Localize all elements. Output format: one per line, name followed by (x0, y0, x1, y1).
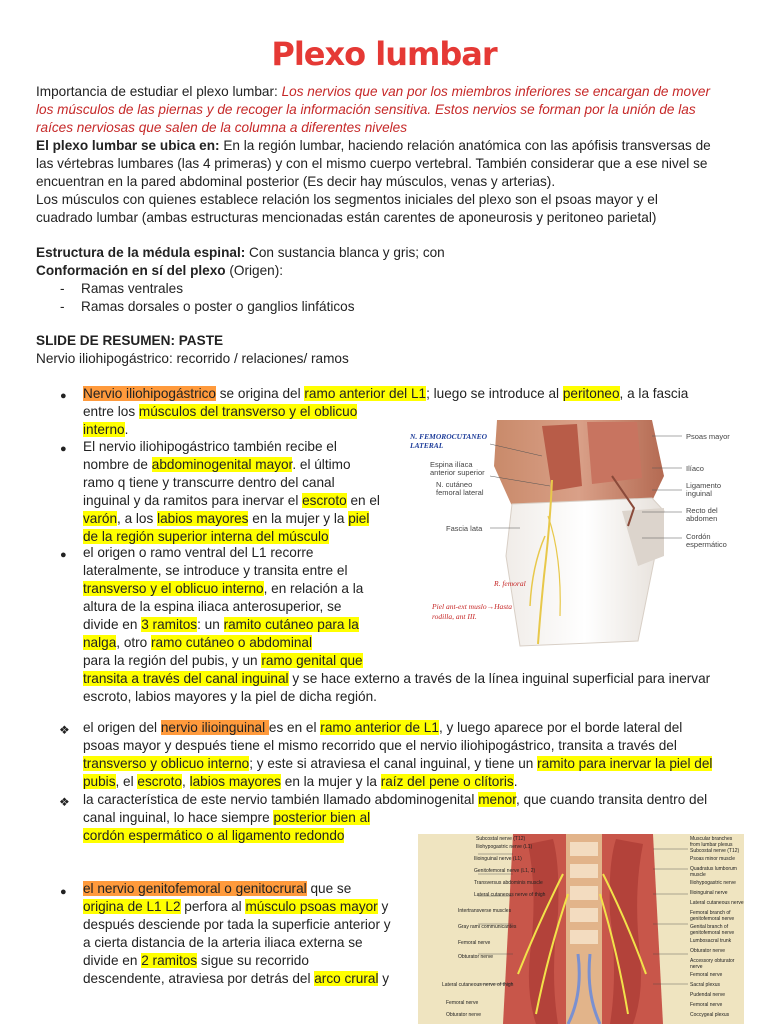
text: inguinal y da ramitos para inervar el (83, 493, 303, 508)
text: , (182, 774, 190, 789)
text: descendente, atraviesa por detrás del (83, 971, 315, 986)
fig2-label: Femoral nerve (458, 940, 491, 946)
text: y (377, 899, 389, 914)
highlight: posterior bien al (273, 810, 371, 825)
fig1-label: N. cutáneo (436, 480, 473, 489)
highlight: 3 ramitos (141, 617, 198, 632)
text: ramo q tiene y transcurre dentro del canal (83, 475, 335, 490)
text: , a los (117, 511, 158, 526)
fig2-label: Obturator nerve (446, 1012, 482, 1018)
fig1-red-note-2: Piel ant-ext muslo→Hasta (432, 602, 512, 611)
text: en el (346, 493, 380, 508)
text: que se (306, 881, 352, 896)
estructura-rest: Con sustancia blanca y gris; con (245, 245, 445, 260)
highlight: nalga (83, 635, 117, 650)
conformacion-list (36, 280, 741, 316)
bullet-iliohipogastrico-1 (83, 385, 743, 439)
text: divide en (83, 617, 142, 632)
text: : un (197, 617, 224, 632)
text: canal inguinal, lo hace siempre (83, 810, 274, 825)
text: El nervio iliohipogástrico también recibe el (83, 439, 337, 454)
ubica-line-2: las vértebras lumbares (las 4 primeras) y con el mismo cuerpo vertebral. También considerar que a ese nivel se (36, 156, 708, 171)
fig2-label: Iliohypogastric nerve (690, 880, 736, 886)
bullet-dot: ● (60, 390, 67, 402)
highlight: varón (83, 511, 118, 526)
text: . (513, 774, 518, 789)
bullet-iliohipogastrico-3 (83, 544, 753, 706)
fig1-red-note-3: rodilla, ant III. (432, 612, 477, 621)
highlight: músculos del transverso y el oblicuo (138, 404, 358, 419)
fig1-label: femoral lateral (436, 488, 484, 497)
intro-red-1: Los nervios que van por los miembros inferiores se encargan de mover (281, 84, 710, 99)
fig1-label: Cordón (686, 532, 711, 541)
highlight: labios mayores (189, 774, 281, 789)
fig2-label: Subcostal nerve (T12) (690, 848, 740, 854)
fig2-label: Iliohypogastric nerve (L1) (476, 844, 533, 850)
fig1-label: espermático (686, 540, 727, 549)
bullet-dot: ● (60, 443, 67, 455)
fig2-label: Intertransverse muscles (458, 908, 512, 914)
highlight: ramito para inervar la piel del (537, 756, 713, 771)
bullet-diamond: ❖ (59, 795, 70, 809)
fig2-label: Obturator nerve (690, 948, 726, 954)
text: nombre de (83, 457, 152, 472)
ubica-line-5: cuadrado lumbar (ambas estructuras mencionadas están carentes de aponeurosis y peritoneo parietal) (36, 210, 657, 225)
fig2-label: Quadratus lumborum muscle (690, 866, 737, 878)
highlight: escroto (302, 493, 347, 508)
ubica-paragraph (36, 137, 741, 227)
ubica-line-4: Los músculos con quienes establece relación los segmentos iniciales del plexo son el psoas mayor y el (36, 192, 658, 207)
fig1-label: Espina ilíaca (430, 460, 473, 469)
text: a cierta distancia de la arteria iliaca externa se (83, 935, 363, 950)
fig2-label: Ilioinguinal nerve (L1) (474, 856, 522, 862)
highlight: labios mayores (157, 511, 249, 526)
fig1-label: Ilíaco (686, 464, 704, 473)
highlight: menor (478, 792, 516, 807)
highlight: pubis (83, 774, 116, 789)
highlight: interno (83, 422, 125, 437)
fig1-label: Recto del (686, 506, 718, 515)
fig2-label: Subcostal nerve (T12) (476, 836, 526, 842)
fig2-label: Femoral nerve (690, 1002, 723, 1008)
text: y se hace externo a través de la línea inguinal superficial para inervar (288, 671, 711, 686)
highlight: raíz del pene o clítoris (380, 774, 514, 789)
fig2-label: Muscular branches from lumbar plexus (690, 836, 733, 848)
ubica-bold: El plexo lumbar se ubica en: (36, 138, 220, 153)
fig1-label: anterior superior (430, 468, 485, 477)
text: escroto, labios mayores y la piel de dicha región. (83, 689, 377, 704)
slide-title: SLIDE DE RESUMEN: PASTE (36, 333, 224, 348)
text: , en relación a la (263, 581, 364, 596)
bullet-dot: ● (60, 886, 67, 898)
highlight: transverso y el oblicuo interno (83, 581, 264, 596)
highlight: ramo anterior del L1 (304, 386, 427, 401)
text: , que cuando transita dentro del (515, 792, 708, 807)
fig1-title-1: N. FEMOROCUTANEO (410, 432, 488, 441)
text: perfora al (180, 899, 246, 914)
fig2-label: Transversus abdominis muscle (474, 880, 543, 886)
fig1-red-note-1: R. femoral (494, 579, 526, 588)
text: , y luego aparece por el borde lateral del (438, 720, 683, 735)
bullet-diamond: ❖ (59, 723, 70, 737)
highlight: escroto (137, 774, 182, 789)
conformacion-bold: Conformación en sí del plexo (36, 263, 226, 278)
bullet-dot: ● (60, 549, 67, 561)
text: la característica de este nervio también llamado abdominogenital (83, 792, 479, 807)
text: , a la fascia (619, 386, 689, 401)
intro-red-3: raíces nerviosas que salen de la columna a diferentes niveles (36, 120, 408, 135)
highlight: ramo anterior de L1 (320, 720, 439, 735)
fig2-label: Genital branch of genitofemoral nerve (690, 924, 735, 936)
ubica-line-3: encuentran en la pared abdominal posterior (Es decir hay músculos, venas y arterias). (36, 174, 556, 189)
text: lateralmente, se introduce y transita entre el (83, 563, 348, 578)
highlight: ramo genital que (261, 653, 363, 668)
fig2-label: Obturator nerve (458, 954, 494, 960)
text: para la región del pubis, y un (83, 653, 262, 668)
bullet-iliohipogastrico-2 (83, 438, 403, 546)
fig2-label: Femoral nerve (446, 1000, 479, 1006)
fig2-label: Pudendal nerve (690, 992, 726, 998)
conformacion-rest: (Origen): (225, 263, 284, 278)
text: ; luego se introduce al (426, 386, 563, 401)
fig2-label: Lateral cutaneous nerve of thigh (474, 892, 546, 898)
fig1-title-2: LATERAL (410, 441, 444, 450)
highlight: peritoneo (562, 386, 620, 401)
fig1-label: Fascia lata (446, 524, 483, 533)
text: altura de la espina iliaca anterosuperior, se (83, 599, 342, 614)
intro-lead: Importancia de estudiar el plexo lumbar: (36, 84, 282, 99)
highlight: de la región superior interna del músculo (83, 529, 329, 544)
highlight: transverso y oblicuo interno (83, 756, 250, 771)
bullet-genitofemoral (83, 880, 413, 988)
highlight: nervio ilioinguinal (160, 720, 269, 735)
list-item: - Ramas ventrales (36, 280, 741, 298)
fig2-label: Sacral plexus (690, 982, 721, 988)
text: divide en (83, 953, 142, 968)
estructura-bold: Estructura de la médula espinal: (36, 245, 246, 260)
fig2-label: Ilioinguinal nerve (690, 890, 728, 896)
fig2-label: Lateral cutaneous nerve of thigh (442, 982, 514, 988)
text: el origen o ramo ventral del L1 recorre (83, 545, 314, 560)
fig2-label: Lateral cutaneous nerve (690, 900, 744, 906)
fig1-label: Psoas mayor (686, 432, 730, 441)
text: ; y este si atraviesa el canal inguinal, y tiene un (249, 756, 538, 771)
highlight: ramito cutáneo para la (223, 617, 359, 632)
fig2-label: Femoral nerve (690, 972, 723, 978)
fig2-label: Genitofemoral nerve (L1, 2) (474, 868, 536, 874)
fig2-label: Femoral branch of genitofemoral nerve (690, 910, 735, 922)
intro-red-2: los músculos de las piernas y de recoger la información sensitiva. Estos nervios se forman por la unión de las (36, 102, 696, 117)
text: y (378, 971, 390, 986)
ubica-line-1: En la región lumbar, haciendo relación anatómica con las apófisis transversas de (219, 138, 711, 153)
highlight: piel (348, 511, 370, 526)
text: el origen del (83, 720, 161, 735)
slide-subtitle: Nervio iliohipogástrico: recorrido / relaciones/ ramos (36, 351, 349, 366)
highlight: 2 ramitos (141, 953, 198, 968)
slide-section (36, 332, 741, 368)
text: después desciende por tada la superficie anterior y (83, 917, 391, 932)
fig2-label: Gray rami communicantes (458, 924, 517, 930)
fig2-label: Coccygeal plexus (690, 1012, 730, 1018)
highlight: arco crural (314, 971, 379, 986)
bullet-ilioinguinal-1 (83, 719, 753, 791)
text: . (124, 422, 129, 437)
text: en la mujer y la (248, 511, 349, 526)
highlight: el nervio genitofemoral o genitocrural (83, 881, 307, 896)
highlight: origina de L1 L2 (83, 899, 181, 914)
fig2-label: Lumbosacral trunk (690, 938, 732, 944)
list-item: - Ramas dorsales o poster o ganglios linfáticos (36, 298, 741, 316)
highlight: transita a través del canal inguinal (83, 671, 289, 686)
text: se origina del (215, 386, 305, 401)
text: entre los (83, 404, 139, 419)
fig1-label: Ligamento (686, 481, 722, 490)
intro-paragraph (36, 83, 741, 137)
text: es en el (268, 720, 321, 735)
fig2-label: Psoas minor muscle (690, 856, 736, 862)
text: , otro (116, 635, 152, 650)
text: , el (115, 774, 138, 789)
estructura-paragraph (36, 244, 741, 316)
fig1-label: inguinal (686, 489, 712, 498)
text: . el último (292, 457, 351, 472)
page-title: Plexo lumbar (271, 35, 497, 73)
fig2-label: Accessory obturator nerve (690, 958, 735, 970)
figure-lumbar-plexus (418, 834, 744, 1024)
text: sigue su recorrido (197, 953, 309, 968)
highlight: abdominogenital mayor (151, 457, 293, 472)
highlight: músculo psoas mayor (245, 899, 378, 914)
highlight: ramo cutáneo o abdominal (151, 635, 312, 650)
highlight: cordón espermático o al ligamento redondo (83, 828, 345, 843)
highlight: Nervio iliohipogástrico (83, 386, 216, 401)
fig1-label: abdomen (686, 514, 718, 523)
text: psoas mayor y después tiene el mismo recorrido que el nervio iliohipogástrico, transita a través del (83, 738, 677, 753)
text: en la mujer y la (280, 774, 381, 789)
